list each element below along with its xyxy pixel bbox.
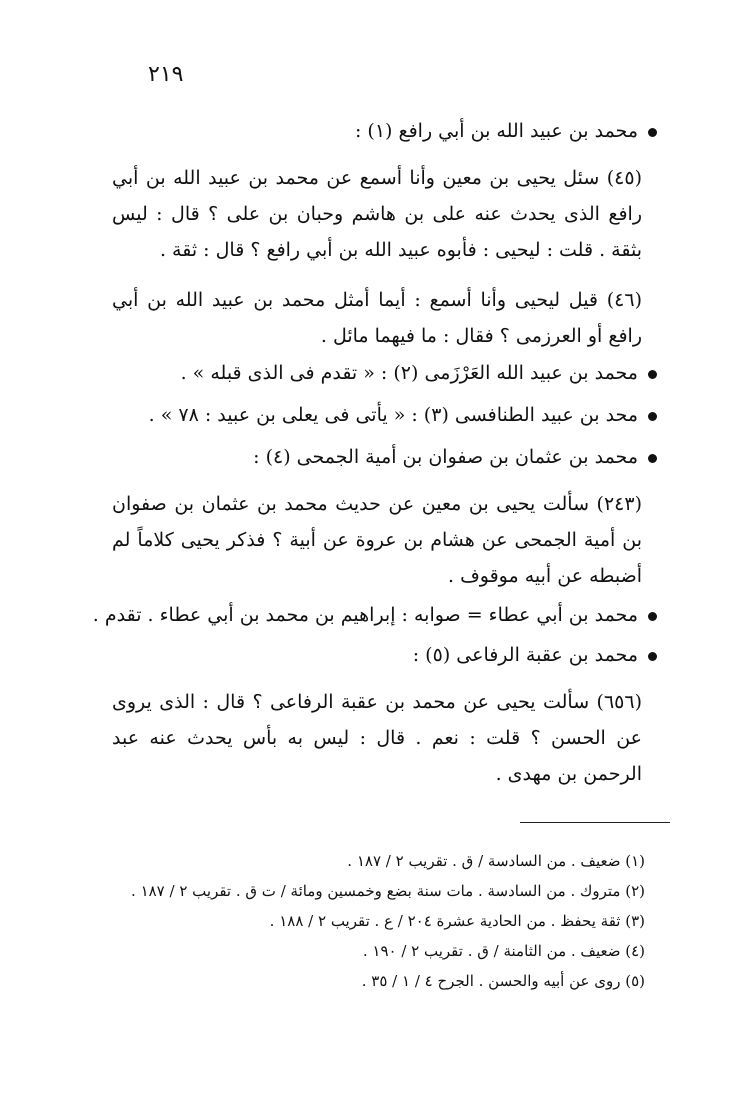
bullet-text: محمد بن عثمان بن صفوان بن أمية الجمحى (٤) : [253, 446, 638, 468]
bullet-text: محمد بن أبي عطاء = صوابه : إبراهيم بن محمد بن أبي عطاء . تقدم . [92, 604, 638, 626]
footnotes [100, 846, 645, 996]
bullet-entry [355, 114, 657, 148]
paragraph: (٤٥) سئل يحيى بن معين وأنا أسمع عن محمد بن عبيد الله بن أبي رافع الذى يحدث عنه على بن هاشم وحبان بن على ؟ قال : ليس بثقة . قلت : ليحيى : فأبوه عبيد الله بن أبي رافع ؟ قال : ثقة . [112, 167, 642, 261]
bullet-text: محمد بن عقبة الرفاعى (٥) : [412, 644, 638, 666]
bullet-entry [93, 598, 657, 632]
footnote: (١) ضعيف . من السادسة / ق . تقريب ٢ / ١٨٧ . [347, 852, 645, 870]
bullet-text: محد بن عبيد الطنافسى (٣) : « يأتى فى يعلى بن عبيد : ٧٨ » . [148, 404, 638, 426]
footnote-separator [520, 822, 670, 823]
bullet-entry [253, 440, 657, 474]
bullet-entry [149, 398, 657, 432]
bullet-dot-icon [648, 370, 657, 379]
bullet-entry [413, 638, 657, 672]
bullet-text: محمد بن عبيد الله بن أبي رافع (١) : [354, 120, 638, 142]
footnote: (٣) ثقة يحفظ . من الحادية عشرة ٢٠٤ / ع . تقريب ٢ / ١٨٨ . [269, 912, 645, 930]
bullet-dot-icon [648, 128, 657, 137]
page-number: ٢١٩ [148, 62, 184, 87]
bullet-entry [181, 356, 657, 390]
bullet-dot-icon [648, 612, 657, 621]
paragraph: (٦٥٦) سألت يحيى عن محمد بن عقبة الرفاعى ؟ قال : الذى يروى عن الحسن ؟ قلت : نعم . قال : ليس به بأس يحدث عنه عبد الرحمن بن مهدى . [112, 691, 642, 785]
paragraph: (٤٦) قيل ليحيى وأنا أسمع : أيما أمثل محمد بن عبيد الله بن أبي رافع أو العرزمى ؟ فقال : ما فيهما مائل . [112, 289, 642, 347]
bullet-dot-icon [648, 454, 657, 463]
bullet-dot-icon [648, 652, 657, 661]
footnote: (٥) روى عن أبيه والحسن . الجرح ٤ / ١ / ٣٥ . [361, 972, 645, 990]
bullet-text: محمد بن عبيد الله العَرْزَمى (٢) : « تقدم فى الذى قبله » . [180, 362, 638, 384]
bullet-dot-icon [648, 412, 657, 421]
paragraph: (٢٤٣) سألت يحيى بن معين عن حديث محمد بن عثمان بن صفوان بن أمية الجمحى عن هشام بن عروة عن أبية ؟ فذكر يحيى كلاماً لم أضبطه عن أبيه موقوف . [112, 493, 642, 587]
footnote: (٤) ضعيف . من الثامنة / ق . تقريب ٢ / ١٩٠ . [362, 942, 645, 960]
footnote: (٢) متروك . من السادسة . مات سنة بضع وخمسين ومائة / ت ق . تقريب ٢ / ١٨٧ . [131, 882, 645, 900]
